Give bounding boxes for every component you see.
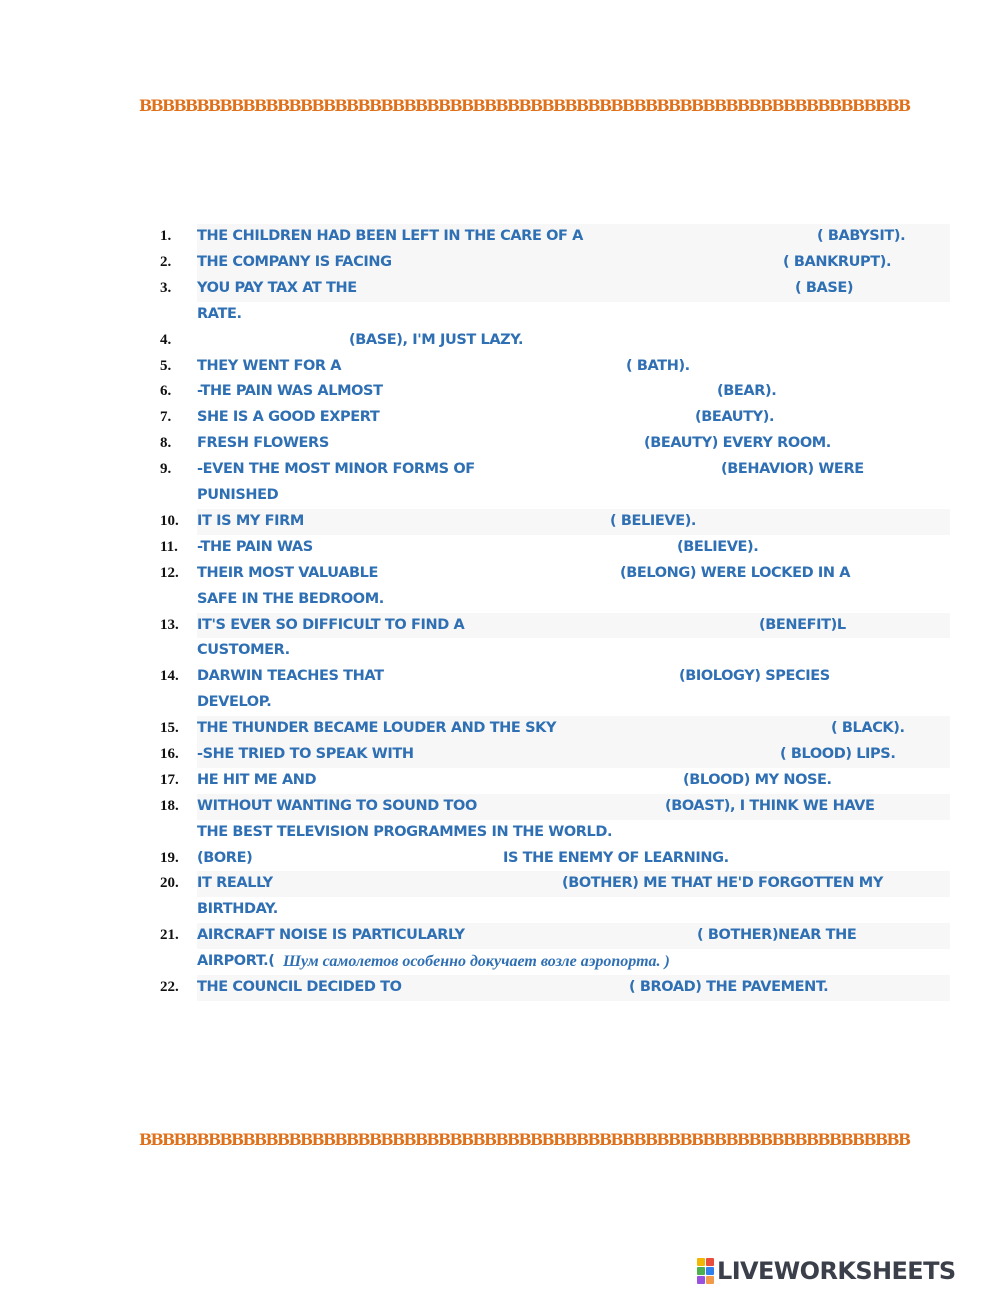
sentence-line	[197, 716, 950, 742]
word-hint: (BELIEVE).	[677, 538, 759, 555]
sentence-text: (BORE)	[197, 849, 253, 866]
sentence-line	[197, 871, 950, 897]
exercise-item	[160, 871, 950, 923]
sentence-text: THE COMPANY IS FACING	[197, 253, 392, 270]
logo-block	[697, 1258, 705, 1266]
item-number: 14.	[160, 668, 179, 685]
logo-blocks-icon	[697, 1258, 714, 1284]
exercise-item	[160, 923, 950, 975]
sentence-text: AIRPORT.(	[197, 953, 275, 970]
word-hint: (BEAUTY) EVERY ROOM.	[644, 435, 831, 452]
logo-text: LIVEWORKSHEETS	[717, 1257, 956, 1285]
sentence-text: PUNISHED	[197, 487, 279, 504]
word-hint: (BEHAVIOR) WERE	[721, 461, 864, 478]
sentence-line	[197, 587, 950, 613]
word-hint: (BOTHER) ME THAT HE'D FORGOTTEN MY	[562, 875, 883, 892]
word-hint: ( BELIEVE).	[610, 512, 697, 529]
item-number: 8.	[160, 435, 172, 452]
item-number: 6.	[160, 383, 172, 400]
exercise-item	[160, 405, 950, 431]
word-hint: ( BLOOD) LIPS.	[780, 745, 896, 762]
decorative-banner-top: BBBBBBBBBBBBBBBBBBBBBBBBBBBBBBBBBBBBBBBBBBBBBBBBBBBBBBBBBBBBBBBBBBB	[139, 97, 910, 115]
sentence-line	[197, 949, 950, 975]
item-number: 13.	[160, 616, 179, 633]
sentence-line	[197, 742, 950, 768]
sentence-line	[197, 794, 950, 820]
exercise-item	[160, 613, 950, 665]
item-number: 16.	[160, 745, 179, 762]
word-hint: ( BLACK).	[831, 720, 905, 737]
sentence-text: CUSTOMER.	[197, 642, 290, 659]
sentence-line	[197, 250, 950, 276]
exercise-item	[160, 535, 950, 561]
item-number: 22.	[160, 979, 179, 996]
item-number: 20.	[160, 875, 179, 892]
item-number: 1.	[160, 228, 172, 244]
item-number: 19.	[160, 849, 179, 866]
exercise-item	[160, 846, 950, 872]
sentence-line	[197, 690, 950, 716]
item-number: 12.	[160, 564, 179, 581]
word-hint: IS THE ENEMY OF LEARNING.	[503, 849, 729, 866]
exercise-item	[160, 768, 950, 794]
exercise-item	[160, 664, 950, 716]
sentence-line	[197, 302, 950, 328]
sentence-text: RATE.	[197, 305, 242, 322]
translation-text: Шум самолетов особенно докучает возле аэропорта. )	[283, 953, 670, 971]
sentence-text: THEIR MOST VALUABLE	[197, 564, 379, 581]
sentence-line	[197, 354, 950, 380]
word-hint: ( BATH).	[626, 357, 690, 374]
sentence-text: DARWIN TEACHES THAT	[197, 668, 384, 685]
sentence-text: THEY WENT FOR A	[197, 357, 342, 374]
sentence-line	[197, 613, 950, 639]
logo-block	[697, 1276, 705, 1284]
sentence-text: THE THUNDER BECAME LOUDER AND THE SKY	[197, 720, 557, 737]
exercise-item	[160, 742, 950, 768]
logo-block	[706, 1258, 714, 1266]
item-number: 5.	[160, 357, 172, 374]
sentence-line	[197, 923, 950, 949]
sentence-line	[197, 431, 950, 457]
item-number: 15.	[160, 720, 179, 737]
sentence-line	[197, 561, 950, 587]
sentence-text: DEVELOP.	[197, 694, 272, 711]
sentence-text: FRESH FLOWERS	[197, 435, 329, 452]
sentence-text: THE COUNCIL DECIDED TO	[197, 979, 402, 996]
sentence-line	[197, 846, 950, 872]
exercise-item	[160, 457, 950, 509]
exercise-item	[160, 975, 950, 1001]
word-hint: (BELONG) WERE LOCKED IN A	[620, 564, 851, 581]
item-number: 9.	[160, 461, 172, 478]
sentence-line	[197, 975, 950, 1001]
sentence-text: BIRTHDAY.	[197, 901, 278, 918]
word-hint: (BASE), I'M JUST LAZY.	[349, 331, 524, 348]
word-hint: (BEAUTY).	[695, 409, 775, 426]
sentence-text: AIRCRAFT NOISE IS PARTICULARLY	[197, 927, 465, 944]
exercise-item	[160, 716, 950, 742]
word-hint: ( BOTHER)NEAR THE	[697, 927, 857, 944]
sentence-text: -THE PAIN WAS ALMOST	[197, 383, 383, 400]
item-number: 10.	[160, 512, 179, 529]
logo-block	[706, 1276, 714, 1284]
sentence-line	[197, 535, 950, 561]
sentence-text: SAFE IN THE BEDROOM.	[197, 590, 384, 607]
word-hint: ( BASE)	[795, 279, 854, 296]
sentence-line	[197, 664, 950, 690]
sentence-line	[197, 405, 950, 431]
sentence-text: IT'S EVER SO DIFFICULT TO FIND A	[197, 616, 465, 633]
sentence-line	[197, 379, 950, 405]
decorative-banner-bottom: BBBBBBBBBBBBBBBBBBBBBBBBBBBBBBBBBBBBBBBBBBBBBBBBBBBBBBBBBBBBBBBBBBB	[139, 1131, 910, 1149]
word-hint: (BENEFIT)L	[759, 616, 846, 633]
exercise-item	[160, 328, 950, 354]
sentence-line	[197, 276, 950, 302]
item-number: 21.	[160, 927, 179, 944]
item-number: 7.	[160, 409, 172, 426]
sentence-text: HE HIT ME AND	[197, 771, 317, 788]
word-hint: (BLOOD) MY NOSE.	[683, 771, 832, 788]
word-hint: (BOAST), I THINK WE HAVE	[665, 797, 875, 814]
exercise-item	[160, 250, 950, 276]
sentence-text: -SHE TRIED TO SPEAK WITH	[197, 745, 414, 762]
exercise-list	[160, 224, 950, 1001]
item-number: 4.	[160, 331, 172, 348]
word-hint: ( BANKRUPT).	[783, 253, 892, 270]
word-hint: ( BROAD) THE PAVEMENT.	[629, 979, 829, 996]
sentence-text: THE CHILDREN HAD BEEN LEFT IN THE CARE OF A	[197, 228, 583, 244]
sentence-text: SHE IS A GOOD EXPERT	[197, 409, 380, 426]
sentence-text: YOU PAY TAX AT THE	[197, 279, 357, 296]
exercise-item	[160, 379, 950, 405]
sentence-line	[197, 224, 950, 250]
sentence-line	[197, 638, 950, 664]
item-number: 11.	[160, 538, 178, 555]
sentence-text: -EVEN THE MOST MINOR FORMS OF	[197, 461, 475, 478]
item-number: 18.	[160, 797, 179, 814]
exercise-item	[160, 224, 950, 250]
sentence-text: THE BEST TELEVISION PROGRAMMES IN THE WORLD.	[197, 823, 613, 840]
sentence-line	[197, 768, 950, 794]
item-number: 3.	[160, 279, 172, 296]
logo-block	[706, 1267, 714, 1275]
sentence-line	[197, 897, 950, 923]
sentence-line	[197, 483, 950, 509]
item-number: 2.	[160, 253, 172, 270]
sentence-text: IT IS MY FIRM	[197, 512, 304, 529]
sentence-line	[197, 457, 950, 483]
sentence-line	[197, 509, 950, 535]
exercise-item	[160, 431, 950, 457]
sentence-line	[197, 328, 950, 354]
exercise-item	[160, 794, 950, 846]
item-number: 17.	[160, 771, 179, 788]
exercise-item	[160, 561, 950, 613]
sentence-text: IT REALLY	[197, 875, 273, 892]
sentence-text: WITHOUT WANTING TO SOUND TOO	[197, 797, 477, 814]
word-hint: (BIOLOGY) SPECIES	[679, 668, 830, 685]
exercise-item	[160, 354, 950, 380]
sentence-line	[197, 820, 950, 846]
liveworksheets-logo	[697, 1257, 956, 1285]
sentence-text: -THE PAIN WAS	[197, 538, 313, 555]
word-hint: (BEAR).	[717, 383, 777, 400]
exercise-item	[160, 509, 950, 535]
exercise-item	[160, 276, 950, 328]
logo-block	[697, 1267, 705, 1275]
word-hint: ( BABYSIT).	[817, 228, 906, 244]
